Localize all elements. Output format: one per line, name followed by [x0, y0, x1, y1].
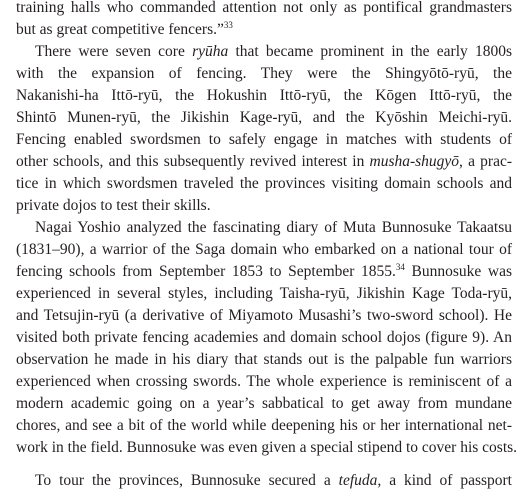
text-line: tice in which swordsmen traveled the provinces visiting domain schools and: [16, 175, 512, 192]
text-line: experienced in several styles, including Taisha-ryū, Jikishin Kage Toda-ryū,: [16, 285, 512, 302]
text-line: visited both private fencing academies and domain school dojos (figure 9). An: [16, 329, 512, 346]
text-line: observation he made in his diary that stands out is the palpable fun warriors: [16, 351, 512, 368]
text-line: private dojos to test their skills.: [16, 197, 211, 214]
text-line: other schools, and this subsequently revived interest in musha-shugyō, a prac-: [16, 153, 512, 170]
text-line: fencing schools from September 1853 to September 1855.34 Bunnosuke was: [16, 261, 513, 280]
text-line: (1831–90), a warrior of the Saga domain who embarked on a national tour of: [16, 241, 512, 258]
text-line: but as great competitive fencers.”$^{33}$: [16, 19, 233, 38]
text-line: experienced when crossing swords. The whole experience is reminiscent of a: [16, 373, 512, 390]
text-line: modern academic going on a year’s sabbatical to get away from mundane: [16, 395, 512, 412]
text-line: Fencing enabled swordsmen to safely engage in matches with students of: [16, 131, 512, 148]
text-line: Nakanishi-ha Ittō-ryū, the Hokushin Ittō-ryū, the Kōgen Ittō-ryū, the: [16, 87, 512, 104]
text-line: There were seven core ryūha that became prominent in the early 1800s: [35, 43, 512, 60]
text-line: Shintō Munen-ryū, the Jikishin Kage-ryū, and the Kyōshin Meichi-ryū.: [16, 109, 512, 126]
footnote-marker[interactable]: 33: [223, 19, 233, 30]
text-line: Nagai Yoshio analyzed the fascinating diary of Muta Bunnosuke Takaatsu: [35, 219, 512, 236]
text-line: with the expansion of fencing. They were the Shingyōtō-ryū, the: [16, 65, 512, 82]
text-line: and Tetsujin-ryū (a derivative of Miyamoto Musashi’s two-sword school). He: [16, 307, 512, 324]
footnote-marker[interactable]: 34: [395, 261, 405, 272]
text-line: work in the field. Bunnosuke was even given a special stipend to cover his costs.: [16, 439, 518, 456]
text-line: To tour the provinces, Bunnosuke secured a tefuda, a kind of passport: [35, 472, 512, 489]
text-line: chores, and see a bit of the world while deepening his or her international net-: [16, 417, 512, 434]
text-line: training halls who commanded attention not only as pontifical grandmasters: [16, 0, 512, 16]
